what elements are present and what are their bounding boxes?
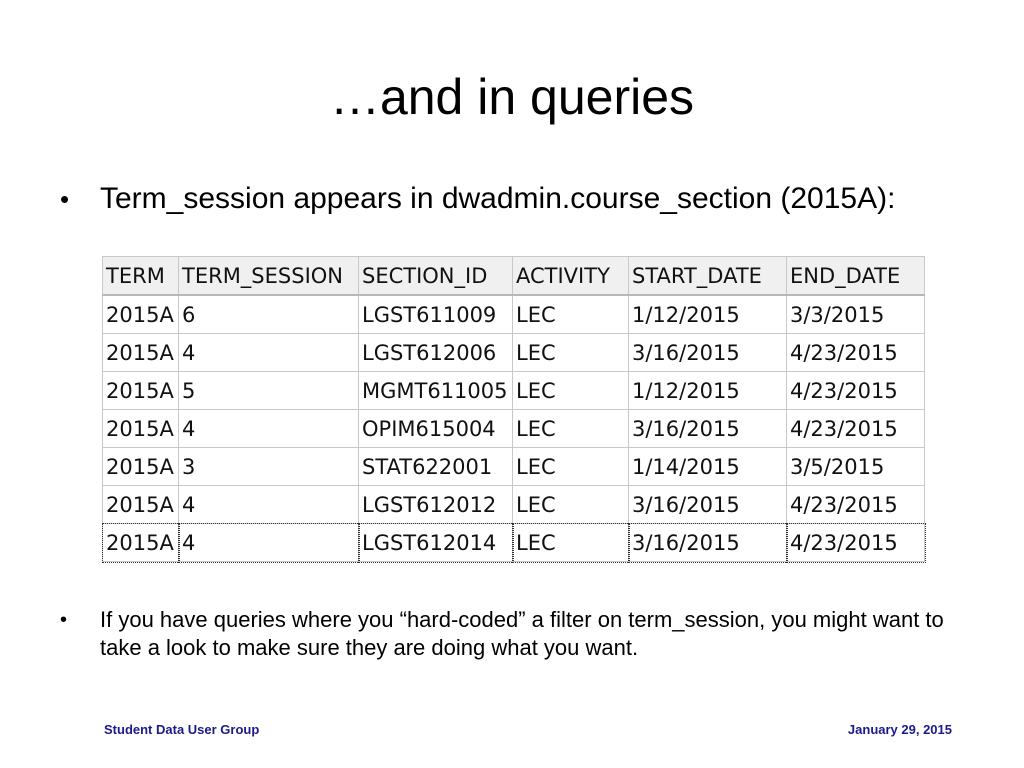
cell-end-date: 4/23/2015 xyxy=(787,372,925,410)
bullet-text: Term_session appears in dwadmin.course_section (2015A): xyxy=(100,182,896,215)
column-header-end-date[interactable]: END_DATE xyxy=(787,257,925,296)
column-header-term[interactable]: TERM xyxy=(103,257,179,296)
cell-start-date: 1/12/2015 xyxy=(629,372,787,410)
cell-end-date: 3/5/2015 xyxy=(787,448,925,486)
cell-activity: LEC xyxy=(513,448,629,486)
column-header-section-id[interactable]: SECTION_ID xyxy=(359,257,513,296)
cell-activity: LEC xyxy=(513,295,629,334)
footer-date: January 29, 2015 xyxy=(847,722,952,737)
cell-end-date: 4/23/2015 xyxy=(787,410,925,448)
bullet-term-session xyxy=(60,178,980,220)
cell-section-id: MGMT611005 xyxy=(359,372,513,410)
cell-term-session: 5 xyxy=(179,372,359,410)
bullet-marker: • xyxy=(60,609,68,631)
cell-term: 2015A xyxy=(103,372,179,410)
cell-activity: LEC xyxy=(513,334,629,372)
cell-start-date: 3/16/2015 xyxy=(629,486,787,524)
cell-activity: LEC xyxy=(513,372,629,410)
bullet-marker: • xyxy=(60,184,70,214)
cell-term-session: 6 xyxy=(179,295,359,334)
bullet-text: If you have queries where you “hard-coded” a filter on term_session, you might want to take a look to make sure they are doing what you want. xyxy=(100,607,944,660)
cell-end-date: 4/23/2015 xyxy=(787,334,925,372)
footer-group-name: Student Data User Group xyxy=(104,722,260,737)
table-row[interactable] xyxy=(103,295,925,334)
cell-section-id: OPIM615004 xyxy=(359,410,513,448)
cell-start-date: 1/12/2015 xyxy=(629,295,787,334)
cell-end-date: 4/23/2015 xyxy=(787,524,925,562)
cell-term: 2015A xyxy=(103,410,179,448)
cell-end-date: 3/3/2015 xyxy=(787,295,925,334)
slide-title: …and in queries xyxy=(329,69,695,125)
column-header-term-session[interactable]: TERM_SESSION xyxy=(179,257,359,296)
table-row[interactable] xyxy=(103,448,925,486)
cell-start-date: 3/16/2015 xyxy=(629,524,787,562)
cell-start-date: 3/16/2015 xyxy=(629,334,787,372)
cell-term: 2015A xyxy=(103,486,179,524)
table-row[interactable] xyxy=(103,334,925,372)
bullet-hard-coded-filter xyxy=(60,606,960,662)
cell-term-session: 4 xyxy=(179,524,359,562)
cell-term-session: 3 xyxy=(179,448,359,486)
cell-activity: LEC xyxy=(513,410,629,448)
cell-term-session: 4 xyxy=(179,486,359,524)
query-results-grid xyxy=(102,256,924,566)
table-row[interactable] xyxy=(103,372,925,410)
table-header-row xyxy=(103,257,925,296)
results-table xyxy=(102,256,925,562)
cell-section-id: LGST612006 xyxy=(359,334,513,372)
cell-section-id: LGST612014 xyxy=(359,524,513,562)
cell-term-session: 4 xyxy=(179,334,359,372)
cell-start-date: 3/16/2015 xyxy=(629,410,787,448)
cell-section-id: STAT622001 xyxy=(359,448,513,486)
column-header-activity[interactable]: ACTIVITY xyxy=(513,257,629,296)
cell-term: 2015A xyxy=(103,524,179,562)
cell-section-id: LGST612012 xyxy=(359,486,513,524)
cell-end-date: 4/23/2015 xyxy=(787,486,925,524)
cell-section-id: LGST611009 xyxy=(359,295,513,334)
cell-term: 2015A xyxy=(103,448,179,486)
cell-term-session: 4 xyxy=(179,410,359,448)
table-row[interactable] xyxy=(103,410,925,448)
cell-term: 2015A xyxy=(103,334,179,372)
table-row[interactable] xyxy=(103,486,925,524)
cell-activity: LEC xyxy=(513,524,629,562)
table-row-selected[interactable] xyxy=(103,524,925,562)
cell-activity: LEC xyxy=(513,486,629,524)
cell-term: 2015A xyxy=(103,295,179,334)
column-header-start-date[interactable]: START_DATE xyxy=(629,257,787,296)
cell-start-date: 1/14/2015 xyxy=(629,448,787,486)
